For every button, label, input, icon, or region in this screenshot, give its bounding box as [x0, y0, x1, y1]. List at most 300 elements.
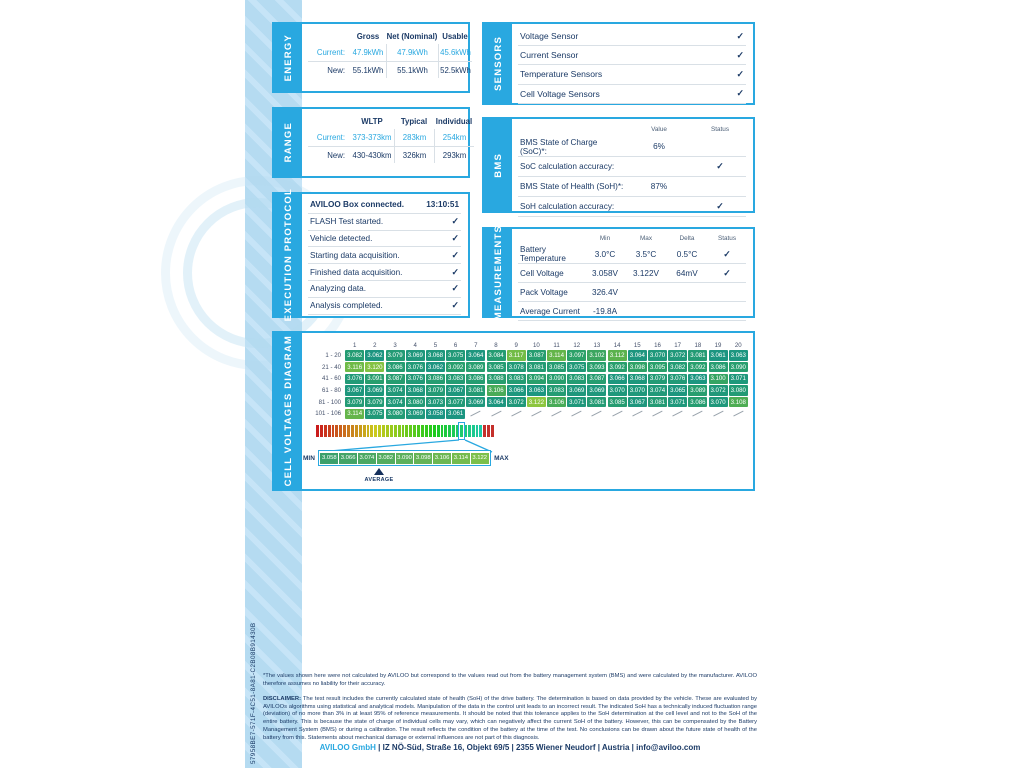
protocol-step-label: AVILOO Box connected.: [310, 200, 405, 210]
cv-value-cell: 3.068: [427, 351, 444, 359]
cv-value-cell: 3.116: [345, 362, 364, 373]
cv-value-cell: 3.117: [507, 350, 526, 361]
cv-value-cell: 3.084: [488, 351, 504, 359]
cv-value-cell: 3.086: [427, 375, 444, 383]
gradient-segment: [328, 425, 331, 437]
cv-value-cell: 3.089: [690, 387, 706, 394]
cv-value-cell: 3.097: [569, 351, 585, 359]
check-icon: ✓: [451, 216, 459, 227]
cv-column-number: 16: [654, 342, 661, 349]
cv-value-cell: 3.066: [609, 375, 625, 383]
disclaimer-text: [263, 696, 757, 742]
cv-value-cell: 3.070: [629, 387, 645, 394]
cv-value-cell: 3.064: [629, 351, 645, 359]
cv-value-cell: 3.079: [649, 375, 666, 383]
cv-value-cell: 3.081: [468, 387, 484, 394]
meas-max-header: Max: [639, 235, 653, 242]
gradient-segment: [429, 425, 432, 437]
bms-row-status: ✓: [716, 161, 724, 171]
gradient-segment: [332, 425, 335, 437]
range-value: 254km: [434, 129, 474, 146]
energy-value: 52.5kWh: [438, 61, 472, 78]
cv-value-cell: 3.077: [448, 398, 464, 406]
check-icon: ✓: [451, 283, 459, 294]
gradient-segment: [417, 425, 420, 437]
check-icon: ✓: [736, 49, 744, 60]
cv-value-cell: 3.083: [448, 375, 464, 383]
gradient-segment: [413, 425, 416, 437]
protocol-step: [308, 214, 461, 231]
range-panel: [272, 107, 473, 178]
cv-value-cell: 3.064: [488, 398, 504, 406]
cv-value-cell: 3.088: [488, 375, 504, 383]
measurements-table: [512, 229, 753, 316]
cv-value-cell: 3.061: [448, 410, 464, 418]
range-row-label: New:: [308, 146, 350, 163]
sensor-row: [518, 46, 746, 65]
cv-empty-cell: [507, 409, 526, 420]
gradient-segment: [487, 425, 490, 437]
cv-column-number: 15: [633, 342, 641, 349]
gradient-segment: [444, 425, 447, 437]
energy-column-header: Gross: [356, 32, 380, 41]
gradient-highlight-box: [458, 422, 465, 440]
cv-value-cell: 3.080: [407, 398, 423, 406]
cv-value-cell: 3.094: [528, 375, 544, 383]
average-label: AVERAGE: [364, 477, 394, 483]
energy-panel-title: ENERGY: [282, 33, 294, 82]
cv-column-number: 9: [514, 342, 518, 349]
gradient-segment: [367, 425, 370, 437]
gradient-segment: [421, 425, 424, 437]
cv-empty-cell: [709, 409, 728, 420]
protocol-step: [308, 298, 461, 315]
gradient-segment: [483, 425, 486, 437]
cv-value-cell: 3.069: [589, 387, 605, 394]
bms-row-status: ✓: [716, 201, 724, 211]
gradient-segment: [324, 425, 327, 437]
execution-protocol-list: [302, 194, 468, 316]
no-cell-slash-icon: [491, 411, 501, 417]
measurement-status: ✓: [723, 267, 731, 278]
energy-panel: [272, 22, 470, 93]
execution-protocol-panel: [272, 188, 470, 322]
average-marker-icon: [374, 468, 384, 475]
cv-corner: [314, 340, 344, 349]
cv-value-cell: 3.112: [608, 350, 627, 361]
cv-value-cell: 3.076: [670, 375, 686, 383]
report-serial-number: 57958BE7-571F-4C51-8A81-C2B08B91430B: [250, 622, 257, 764]
cv-column-number: 1: [352, 342, 357, 349]
measurement-max: 3.5°C: [635, 249, 657, 259]
cv-empty-cell: [688, 409, 707, 420]
measurement-row: [518, 302, 746, 321]
voltage-scale: [303, 450, 509, 466]
cv-value-cell: 3.067: [629, 398, 645, 406]
bms-row-value: 87%: [650, 182, 668, 191]
no-cell-slash-icon: [551, 411, 561, 417]
measurement-row: [518, 264, 746, 283]
sensor-label: Voltage Sensor: [520, 31, 579, 42]
energy-column-header: Usable: [442, 32, 468, 41]
cv-value-cell: 3.114: [547, 350, 566, 361]
measurement-delta: 0.5°C: [676, 249, 698, 259]
cv-value-cell: 3.075: [367, 410, 383, 418]
gradient-segment: [347, 425, 350, 437]
protocol-step-label: Starting data acquisition.: [310, 250, 400, 260]
bms-row-label: BMS State of Charge (SoC)*:: [520, 137, 598, 156]
measurement-min: -19.8A: [592, 306, 618, 316]
scale-value-box: 3.114: [452, 453, 470, 464]
cv-row-label: 61 - 80: [322, 387, 341, 394]
protocol-step-label: Analysis completed.: [310, 301, 383, 311]
measurement-delta: 64mV: [676, 268, 698, 278]
energy-value: 47.9kWh: [386, 44, 438, 61]
bms-panel-title: BMS: [492, 152, 504, 178]
bms-column-headers: [518, 122, 746, 137]
cv-column-number: 13: [593, 342, 601, 349]
cv-row-label: 41 - 60: [322, 375, 341, 383]
cv-value-cell: 3.098: [629, 363, 645, 371]
measurement-label: Pack Voltage: [520, 287, 568, 297]
check-icon: ✓: [736, 30, 744, 41]
cv-empty-cell: [567, 409, 586, 420]
gradient-segment: [452, 425, 455, 437]
cv-value-cell: 3.085: [548, 363, 565, 371]
gradient-segment: [359, 425, 362, 437]
no-cell-slash-icon: [733, 411, 743, 417]
cv-column-number: 20: [734, 342, 742, 349]
protocol-step: [308, 264, 461, 281]
range-value: 430-430km: [350, 146, 394, 163]
execution-protocol-panel-header: [274, 188, 302, 322]
execution-protocol-title: EXECUTION PROTOCOL: [282, 188, 294, 322]
measurement-status: ✓: [723, 248, 731, 259]
cv-column-number: 18: [694, 342, 702, 349]
measurements-panel-header: [484, 224, 512, 321]
cv-value-cell: 3.075: [569, 363, 585, 371]
no-cell-slash-icon: [592, 411, 602, 417]
cv-row-label: 101 - 106: [315, 410, 341, 418]
cv-value-cell: 3.070: [649, 351, 666, 359]
cv-value-cell: 3.072: [710, 387, 726, 394]
no-cell-slash-icon: [612, 411, 622, 417]
cv-empty-cell: [466, 409, 485, 420]
measurement-min: 3.058V: [592, 268, 618, 278]
meas-delta-header: Delta: [679, 235, 695, 242]
sensors-panel-header: [484, 24, 512, 103]
gradient-segment: [351, 425, 354, 437]
gradient-segment: [437, 425, 440, 437]
cv-value-cell: 3.071: [730, 375, 746, 383]
protocol-step: [308, 197, 461, 214]
cv-empty-cell: [608, 409, 627, 420]
measurement-row: [518, 245, 746, 264]
cv-value-cell: 3.063: [730, 351, 746, 359]
bms-row-label: SoH calculation accuracy:: [520, 202, 615, 211]
cv-value-cell: 3.090: [548, 375, 565, 383]
cv-value-cell: 3.122: [528, 398, 544, 406]
protocol-step-label: Finished data acquisition.: [310, 267, 403, 277]
bms-row-label: SoC calculation accuracy:: [520, 162, 615, 171]
scale-value-boxes: [318, 450, 491, 466]
bms-row: [518, 157, 746, 177]
cv-row-label: 1 - 20: [325, 351, 341, 359]
check-icon: ✓: [736, 88, 744, 99]
energy-table: [308, 29, 472, 78]
gradient-segment: [339, 425, 342, 437]
cv-value-cell: 3.058: [427, 410, 444, 418]
gradient-segment: [335, 425, 338, 437]
bms-row-value: 6%: [653, 142, 665, 151]
cv-value-cell: 3.120: [367, 363, 383, 371]
scale-value-box: 3.090: [396, 453, 414, 464]
no-cell-slash-icon: [632, 411, 642, 417]
cv-value-cell: 3.068: [629, 375, 645, 383]
energy-value: 55.1kWh: [386, 61, 438, 78]
no-cell-slash-icon: [693, 411, 703, 417]
cell-voltages-panel-header: [274, 333, 302, 489]
gradient-segment: [374, 425, 377, 437]
range-row-label: Current:: [316, 133, 345, 142]
cv-value-cell: 3.087: [589, 375, 605, 383]
cv-empty-cell: [729, 409, 748, 420]
cell-voltages-title: CELL VOLTAGES DIAGRAM: [282, 335, 294, 487]
cv-value-cell: 3.069: [367, 387, 383, 394]
cv-value-cell: 3.076: [347, 375, 363, 383]
scale-max-label: MAX: [494, 454, 509, 462]
check-icon: ✓: [451, 266, 459, 277]
no-cell-slash-icon: [672, 411, 682, 417]
cv-value-cell: 3.082: [670, 363, 686, 371]
cv-row-label: 21 - 40: [322, 363, 341, 371]
gradient-segment: [425, 425, 428, 437]
cv-value-cell: 3.065: [670, 387, 686, 394]
gradient-segment: [409, 425, 412, 437]
bms-row-label: BMS State of Health (SoH)*:: [520, 182, 624, 191]
cv-value-cell: 3.067: [347, 387, 363, 394]
scale-value-box: 3.058: [320, 453, 338, 464]
energy-row-label: Current:: [316, 48, 345, 57]
footer-address: [263, 743, 757, 752]
cv-column-number: 14: [613, 342, 621, 349]
cv-value-cell: 3.081: [690, 351, 706, 359]
cv-value-cell: 3.071: [670, 398, 686, 406]
cv-value-cell: 3.062: [367, 351, 383, 359]
cv-empty-cell: [527, 409, 546, 420]
cv-value-cell: 3.090: [730, 363, 746, 371]
cv-value-cell: 3.086: [710, 363, 726, 371]
measurement-row: [518, 283, 746, 302]
cv-empty-cell: [628, 409, 647, 420]
measurement-label: Average Current: [520, 306, 580, 316]
gradient-segment: [479, 425, 482, 437]
sensor-label: Current Sensor: [520, 50, 579, 61]
cv-column-number: 7: [474, 342, 478, 349]
check-icon: ✓: [451, 300, 459, 311]
range-column-header: Typical: [400, 117, 428, 126]
cv-empty-cell: [487, 409, 506, 420]
cv-value-cell: 3.092: [690, 363, 706, 371]
cell-voltages-panel: [272, 331, 755, 491]
cv-value-cell: 3.070: [710, 398, 726, 406]
scale-value-box: 3.122: [471, 453, 489, 464]
cv-row-label: 81 - 100: [318, 398, 341, 406]
sensors-panel: [482, 22, 755, 105]
footnote-text: *The values shown here were not calculated by AVILOO but correspond to the values read out from the battery management system (BMS) and were calculated by the manufacturer. AVILOO therefore assumes no liability for their accuracy.: [263, 673, 757, 687]
cv-value-cell: 3.069: [569, 387, 585, 394]
protocol-step: [308, 247, 461, 264]
cv-value-cell: 3.079: [427, 387, 444, 394]
measurement-max: 3.122V: [633, 268, 659, 278]
energy-column-header: Net (Nominal): [386, 32, 438, 41]
gradient-segment: [363, 425, 366, 437]
cv-value-cell: 3.092: [609, 363, 625, 371]
gradient-segment: [441, 425, 444, 437]
range-column-header: Individual: [435, 117, 473, 126]
bms-row: [518, 177, 746, 197]
scale-value-box: 3.098: [414, 453, 432, 464]
cv-column-number: 3: [393, 342, 397, 349]
gradient-segment: [386, 425, 389, 437]
meas-min-header: Min: [599, 235, 611, 242]
cv-value-cell: 3.068: [407, 387, 423, 394]
cv-value-cell: 3.100: [710, 375, 726, 383]
measurements-panel: [482, 224, 755, 321]
cv-value-cell: 3.079: [367, 398, 383, 406]
gradient-segment: [405, 425, 408, 437]
bms-value-header: Value: [651, 126, 667, 133]
cv-value-cell: 3.085: [488, 363, 504, 371]
cv-column-number: 11: [553, 342, 560, 349]
cv-value-cell: 3.082: [347, 351, 363, 359]
cv-value-cell: 3.085: [609, 398, 625, 406]
scale-value-box: 3.066: [339, 453, 357, 464]
gradient-segment: [476, 425, 479, 437]
cv-column-number: 10: [532, 342, 540, 349]
check-icon: ✓: [736, 68, 744, 79]
protocol-step: [308, 281, 461, 298]
cv-value-cell: 3.086: [468, 375, 484, 383]
cv-value-cell: 3.083: [569, 375, 585, 383]
meas-status-header: Status: [717, 235, 737, 242]
bms-table: [512, 119, 753, 211]
cv-value-cell: 3.106: [548, 398, 565, 406]
cv-value-cell: 3.074: [649, 387, 666, 394]
sensors-panel-title: SENSORS: [492, 36, 504, 91]
gradient-segment: [320, 425, 323, 437]
cv-value-cell: 3.114: [345, 409, 364, 420]
cv-value-cell: 3.063: [528, 387, 544, 394]
gradient-segment: [398, 425, 401, 437]
cv-value-cell: 3.074: [387, 398, 403, 406]
scale-min-label: MIN: [303, 454, 315, 462]
gradient-segment: [468, 425, 471, 437]
energy-panel-header: [274, 24, 302, 91]
energy-value: 45.6kWh: [438, 44, 472, 61]
cv-value-cell: 3.083: [508, 375, 524, 383]
range-panel-title: RANGE: [282, 122, 294, 163]
bms-row: [518, 197, 746, 217]
gradient-segment: [378, 425, 381, 437]
cv-value-cell: 3.063: [690, 375, 706, 383]
footer-company-name: AVILOO GmbH: [319, 743, 376, 752]
cv-empty-cell: [547, 409, 566, 420]
cv-column-number: 12: [573, 342, 581, 349]
range-value: 373-373km: [352, 133, 392, 142]
protocol-step-label: FLASH Test started.: [310, 217, 384, 227]
cv-value-cell: 3.087: [387, 375, 403, 383]
sensor-row: [518, 27, 746, 46]
cv-value-cell: 3.076: [407, 363, 423, 371]
gradient-segment: [390, 425, 393, 437]
check-icon: ✓: [451, 232, 459, 243]
no-cell-slash-icon: [572, 411, 582, 417]
cv-value-cell: 3.078: [508, 363, 524, 371]
no-cell-slash-icon: [531, 411, 541, 417]
no-cell-slash-icon: [652, 411, 662, 417]
energy-row-label: New:: [308, 61, 350, 78]
cv-column-number: 19: [714, 342, 722, 349]
cv-value-cell: 3.083: [548, 387, 565, 394]
cv-value-cell: 3.066: [508, 387, 524, 394]
cv-value-cell: 3.089: [468, 363, 484, 371]
voltage-gradient-bar: [316, 425, 494, 437]
cv-value-cell: 3.079: [347, 398, 363, 406]
cv-value-cell: 3.087: [528, 351, 544, 359]
cv-value-cell: 3.069: [407, 351, 423, 359]
cv-value-cell: 3.091: [367, 375, 383, 383]
gradient-segment: [394, 425, 397, 437]
sensor-label: Temperature Sensors: [520, 69, 603, 80]
sensor-row: [518, 65, 746, 84]
cv-empty-cell: [668, 409, 687, 420]
measurements-panel-title: MEASUREMENTS: [492, 224, 504, 321]
range-column-header: WLTP: [361, 117, 383, 126]
range-value: 326km: [394, 146, 434, 163]
scale-value-box: 3.082: [377, 453, 395, 464]
cv-column-number: 5: [433, 342, 438, 349]
gradient-segment: [370, 425, 373, 437]
cv-column-number: 2: [373, 342, 377, 349]
measurement-label: Cell Voltage: [520, 268, 564, 278]
bms-row: [518, 137, 746, 157]
disclaimer-label: DISCLAIMER:: [263, 696, 301, 702]
cv-value-cell: 3.081: [589, 398, 605, 406]
protocol-step: [308, 231, 461, 248]
cv-value-cell: 3.071: [569, 398, 585, 406]
measurement-min: 3.0°C: [594, 249, 616, 259]
cv-value-cell: 3.076: [407, 375, 423, 383]
gradient-segment: [402, 425, 405, 437]
sensor-label: Cell Voltage Sensors: [520, 88, 600, 99]
cv-value-cell: 3.062: [427, 363, 444, 371]
energy-corner: [308, 29, 350, 44]
gradient-segment: [355, 425, 358, 437]
cv-value-cell: 3.086: [387, 363, 403, 371]
gradient-segment: [343, 425, 346, 437]
no-cell-slash-icon: [511, 411, 521, 417]
cv-value-cell: 3.072: [508, 398, 524, 406]
cv-value-cell: 3.073: [427, 398, 444, 406]
disclaimer-body: The test result includes the currently calculated state of health (SoH) of the drive battery. The determination is based on data provided by the vehicle. These are evaluated by AVILOOs algorithms using statistical and analytical models. Manipulation of the data in the control unit leads to an incorrect result. The indicated SoH has a technically induced fluctuation range (deviation) of no more than 3% in at least 95% of reference measurements. It should be noted that this tolerance applies to the SoH determination at the cell level and not to the SoH of the entire battery. This is because the state of charge of individual cells may vary, which can negatively affect the current SoH of the battery. However, this can be compensated by the Battery Management System (BMS) or during a calibration. The result reflects the condition of the battery at the time of the test. No conclusions can be drawn about the future state of health of the battery from this. Statements about mechanical damage or external influences are not part of this diagnosis.: [263, 696, 757, 741]
cv-column-number: 17: [674, 342, 682, 349]
measurement-min: 326.4V: [592, 287, 618, 297]
range-corner: [308, 114, 350, 129]
energy-value: 55.1kWh: [350, 61, 386, 78]
cv-value-cell: 3.106: [488, 387, 504, 394]
cv-value-cell: 3.080: [387, 410, 403, 418]
